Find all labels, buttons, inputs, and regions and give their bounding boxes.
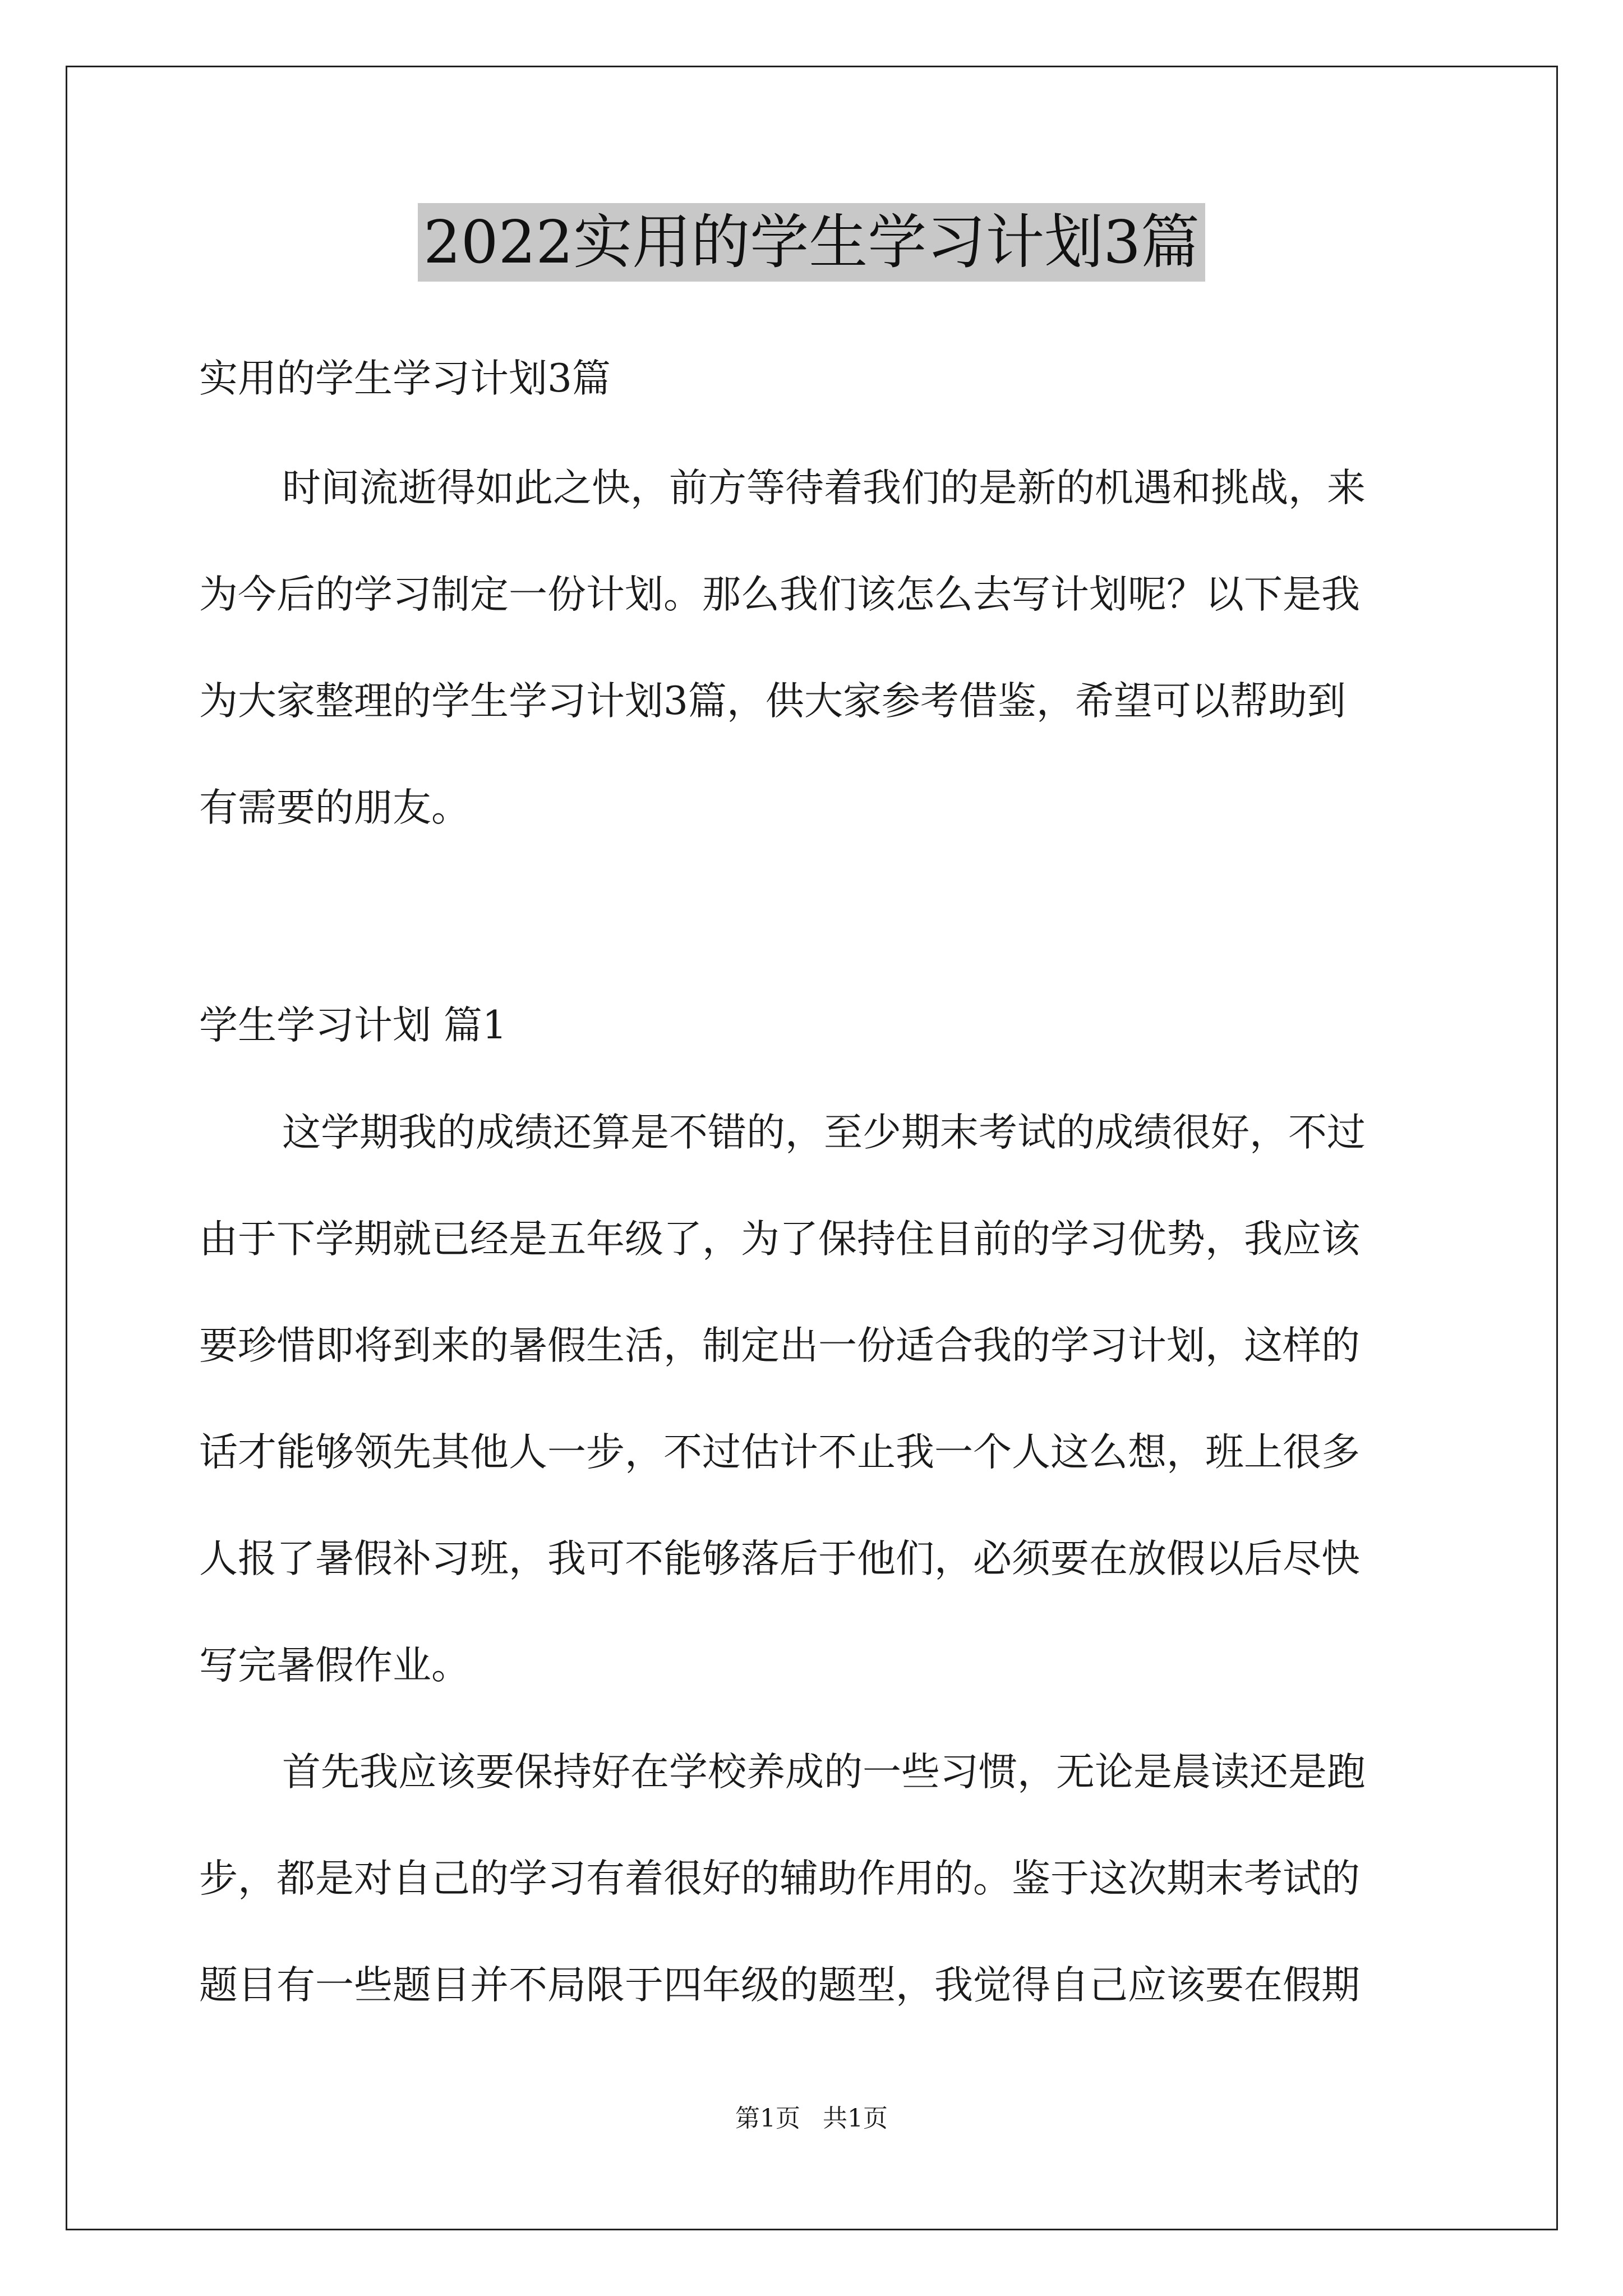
paragraph-line: 首先我应该要保持好在学校养成的一些习惯，无论是晨读还是跑: [282, 1750, 1366, 1795]
paragraph-line: 由于下学期就已经是五年级了，为了保持住目前的学习优势，我应该: [199, 1217, 1360, 1262]
paragraph-line: 人报了暑假补习班，我可不能够落后于他们，必须要在放假以后尽快: [199, 1536, 1360, 1581]
page-footer: [0, 2098, 1623, 2134]
paragraph-line: 题目有一些题目并不局限于四年级的题型，我觉得自己应该要在假期: [199, 1963, 1360, 2008]
section-heading: 学生学习计划 篇1: [199, 1003, 507, 1048]
title-container: [0, 203, 1623, 282]
intro-line: 有需要的朋友。: [199, 785, 470, 830]
paragraph-line: 写完暑假作业。: [199, 1643, 470, 1688]
paragraph-line: 话才能够领先其他人一步，不过估计不止我一个人这么想，班上很多: [199, 1430, 1360, 1475]
page-number: 第1页: [735, 2104, 800, 2133]
paragraph-line: 要珍惜即将到来的暑假生活，制定出一份适合我的学习计划，这样的: [199, 1323, 1360, 1368]
paragraph-line: 步，都是对自己的学习有着很好的辅助作用的。鉴于这次期末考试的: [199, 1856, 1360, 1901]
intro-line: 为今后的学习制定一份计划。那么我们该怎么去写计划呢？以下是我: [199, 572, 1360, 617]
page-total: 共1页: [823, 2104, 888, 2133]
intro-line: 时间流逝得如此之快，前方等待着我们的是新的机遇和挑战，来: [282, 466, 1366, 510]
document-title: 2022实用的学生学习计划3篇: [418, 203, 1205, 282]
subtitle: 实用的学生学习计划3篇: [199, 356, 611, 401]
intro-line: 为大家整理的学生学习计划3篇，供大家参考借鉴，希望可以帮助到: [199, 679, 1346, 724]
paragraph-line: 这学期我的成绩还算是不错的，至少期末考试的成绩很好，不过: [282, 1110, 1366, 1155]
